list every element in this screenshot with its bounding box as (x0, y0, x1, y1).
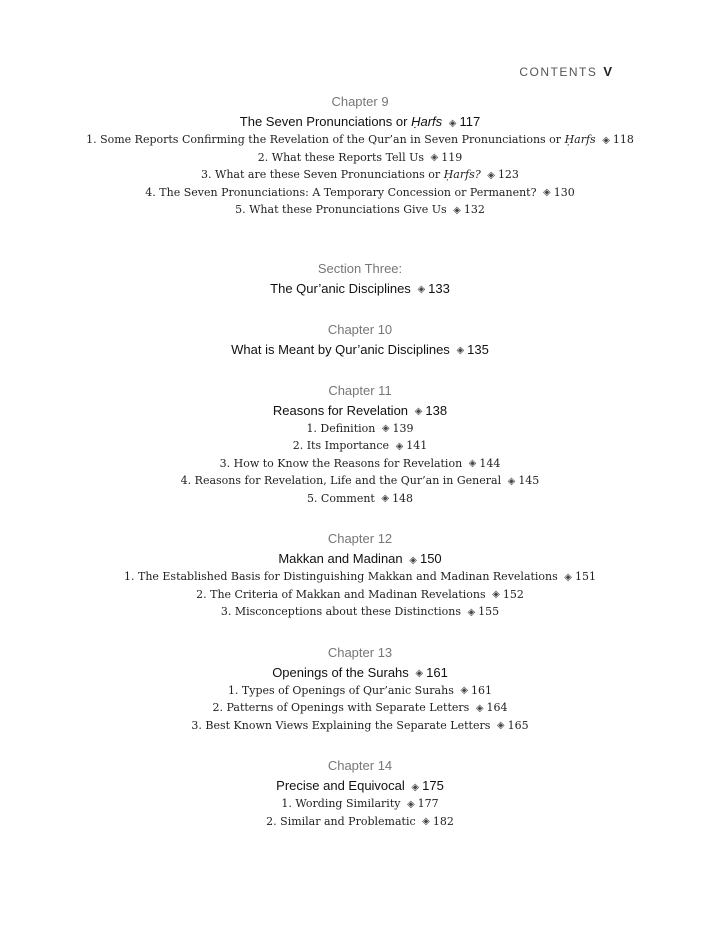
toc-entry-page: 123 (497, 168, 519, 181)
separator-diamond-icon: ◈ (468, 458, 477, 469)
toc-entry[interactable] (0, 131, 720, 149)
chapter-13-kicker: Chapter 13 (327, 644, 393, 660)
toc-entry-page: 118 (612, 133, 634, 146)
toc-entry-text: 1. Types of Openings of Qur’anic Surahs (227, 683, 454, 697)
separator-diamond-icon: ◈ (409, 554, 417, 566)
chapter-9-page: 117 (459, 114, 481, 129)
chapter-10-page: 135 (467, 341, 489, 357)
separator-diamond-icon: ◈ (543, 187, 551, 198)
separator-diamond-icon: ◈ (448, 117, 457, 129)
toc-entry[interactable] (0, 420, 720, 438)
separator-diamond-icon: ◈ (414, 406, 423, 417)
toc-entry-page: 155 (478, 605, 500, 618)
toc-entry-text: 1. Wording Similarity (281, 797, 401, 810)
running-head (519, 64, 612, 79)
toc-entry[interactable] (0, 699, 720, 717)
toc-entry-page: 165 (507, 718, 529, 732)
toc-entry-page: 152 (502, 587, 524, 601)
toc-entry-page: 132 (463, 203, 485, 216)
chapter-12-page: 150 (419, 551, 442, 566)
toc-entry[interactable] (0, 795, 720, 813)
chapter-11-kicker: Chapter 11 (328, 382, 392, 398)
chapter-14-kicker: Chapter 14 (327, 758, 393, 773)
separator-diamond-icon: ◈ (564, 571, 572, 583)
separator-diamond-icon: ◈ (422, 816, 430, 827)
toc-entry-italic: Ḥarfs (443, 168, 475, 181)
toc-entry-text: 3. Misconceptions about these Distinctions (220, 605, 461, 618)
toc-entry-page: 130 (553, 185, 575, 199)
toc-entry[interactable] (0, 813, 720, 831)
chapter-12-title[interactable] (0, 549, 720, 568)
chapter-9-block (0, 94, 720, 219)
chapter-14-block (0, 758, 720, 830)
separator-diamond-icon: ◈ (430, 152, 439, 163)
toc-entry[interactable] (0, 184, 720, 202)
chapter-11-block (0, 383, 720, 508)
chapter-9-kicker: Chapter 9 (331, 94, 389, 109)
toc-entry-page: 119 (441, 150, 463, 164)
chapter-10-block (0, 322, 720, 359)
chapter-14-title[interactable] (0, 776, 720, 795)
toc-entry-suffix: ? (474, 168, 481, 181)
chapter-13-page: 161 (426, 664, 448, 680)
separator-diamond-icon: ◈ (381, 423, 390, 434)
toc-entry-text: 4. Reasons for Revelation, Life and the Qur’an in General (180, 474, 502, 487)
toc-entry[interactable] (0, 437, 720, 455)
toc-entry-text: 3. What are these Seven Pronunciations or (201, 168, 441, 181)
toc-entry-text: 4. The Seven Pronunciations: A Temporary Concession or Permanent? (145, 185, 537, 199)
chapter-12-block (0, 531, 720, 621)
section-3-page: 133 (428, 280, 450, 296)
chapter-13-title-text: Openings of the Surahs (272, 664, 409, 680)
toc-entry-page: 145 (518, 474, 540, 487)
toc-entry[interactable] (0, 586, 720, 604)
separator-diamond-icon: ◈ (602, 134, 610, 146)
section-3-kicker: Section Three: (317, 260, 403, 276)
toc-entry-text: 2. The Criteria of Makkan and Madinan Revelations (196, 587, 486, 601)
toc-entry-page: 164 (486, 701, 508, 714)
toc-entry-text: 1. Definition (306, 421, 376, 435)
toc-entry[interactable] (0, 682, 720, 700)
separator-diamond-icon: ◈ (467, 606, 476, 618)
toc-entry-text: 2. What these Reports Tell Us (257, 150, 425, 164)
separator-diamond-icon: ◈ (411, 781, 420, 793)
separator-diamond-icon: ◈ (475, 702, 484, 714)
chapter-12-title-text: Makkan and Madinan (278, 551, 403, 566)
toc-entry-text: 1. Some Reports Confirming the Revelation of the Qur’an in Seven Pronunciations or (86, 133, 562, 146)
toc-entry[interactable] (0, 149, 720, 167)
toc-entry-page: 161 (471, 683, 493, 697)
toc-entry-italic: Ḥarfs (564, 133, 596, 146)
chapter-11-title-text: Reasons for Revelation (272, 402, 409, 418)
toc-entry-text: 2. Similar and Problematic (266, 814, 416, 828)
chapter-11-page: 138 (425, 402, 448, 418)
toc-entry[interactable] (0, 603, 720, 621)
chapter-9-title-text: The Seven Pronunciations or (239, 114, 408, 129)
chapter-11-title[interactable] (0, 401, 720, 420)
toc-entry[interactable] (0, 717, 720, 735)
separator-diamond-icon: ◈ (487, 169, 495, 181)
separator-diamond-icon: ◈ (496, 720, 505, 731)
toc-entry[interactable] (0, 490, 720, 508)
toc-entry[interactable] (0, 568, 720, 586)
separator-diamond-icon: ◈ (381, 493, 390, 504)
separator-diamond-icon: ◈ (417, 284, 426, 295)
table-of-contents (0, 94, 720, 830)
chapter-13-title[interactable] (0, 663, 720, 682)
toc-entry-page: 141 (406, 439, 428, 452)
chapter-12-kicker: Chapter 12 (327, 531, 393, 546)
chapter-10-title-text: What is Meant by Qur’anic Disciplines (231, 341, 450, 357)
separator-diamond-icon: ◈ (507, 475, 516, 487)
chapter-13-block (0, 645, 720, 735)
toc-entry[interactable] (0, 201, 720, 219)
toc-entry-text: 5. Comment (306, 491, 375, 505)
toc-entry-page: 144 (479, 456, 501, 470)
toc-entry-page: 177 (417, 797, 439, 810)
separator-diamond-icon: ◈ (406, 798, 415, 810)
separator-diamond-icon: ◈ (460, 685, 469, 696)
toc-entry-page: 182 (432, 814, 454, 828)
separator-diamond-icon: ◈ (492, 589, 500, 600)
chapter-9-title-italic: Ḥarfs (411, 114, 443, 129)
running-head-label: CONTENTS (519, 65, 598, 79)
running-head-page-number: V (603, 64, 612, 79)
separator-diamond-icon: ◈ (395, 440, 404, 452)
toc-entry-page: 139 (392, 421, 414, 435)
toc-entry-page: 151 (575, 570, 596, 583)
chapter-10-kicker: Chapter 10 (327, 321, 393, 337)
toc-entry[interactable] (0, 166, 720, 184)
section-3-block (0, 261, 720, 298)
toc-entry-page: 148 (392, 491, 414, 505)
separator-diamond-icon: ◈ (453, 204, 461, 216)
separator-diamond-icon: ◈ (456, 345, 465, 356)
chapter-10-title[interactable] (0, 340, 720, 359)
toc-entry-text: 3. Best Known Views Explaining the Separate Letters (191, 718, 491, 732)
section-3-title-text: The Qur’anic Disciplines (270, 280, 411, 296)
section-3-title[interactable] (0, 279, 720, 298)
toc-entry-text: 1. The Established Basis for Distinguishing Makkan and Madinan Revelations (123, 570, 558, 583)
toc-entry-text: 3. How to Know the Reasons for Revelation (219, 456, 463, 470)
toc-entry[interactable] (0, 455, 720, 473)
toc-entry-text: 5. What these Pronunciations Give Us (235, 203, 447, 216)
toc-entry-text: 2. Patterns of Openings with Separate Letters (212, 701, 470, 714)
chapter-14-title-text: Precise and Equivocal (276, 778, 405, 793)
separator-diamond-icon: ◈ (415, 668, 424, 679)
chapter-9-title[interactable] (0, 112, 720, 131)
chapter-14-page: 175 (422, 778, 444, 793)
toc-entry[interactable] (0, 472, 720, 490)
toc-entry-text: 2. Its Importance (292, 439, 390, 452)
